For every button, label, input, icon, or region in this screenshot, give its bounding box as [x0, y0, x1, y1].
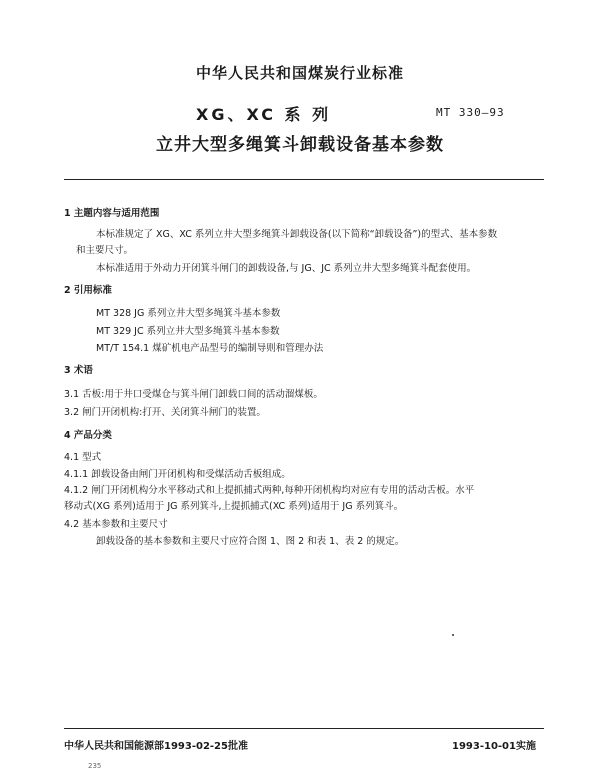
- reference-item: MT/T 154.1 煤矿机电产品型号的编制导则和管理办法: [96, 343, 324, 354]
- clause-4-1-1: 4.1.1 卸载设备由闸门开闭机构和受煤活动舌板组成。: [64, 469, 291, 480]
- approval-notice: 中华人民共和国能源部1993-02-25批准: [64, 741, 248, 752]
- reference-item: MT 328 JG 系列立井大型多绳箕斗基本参数: [96, 308, 281, 319]
- section-4-2-text: 卸载设备的基本参数和主要尺寸应符合图 1、图 2 和表 1、表 2 的规定。: [96, 536, 405, 547]
- section-4-1-heading: 4.1 型式: [64, 452, 102, 463]
- section-4-2-heading: 4.2 基本参数和主要尺寸: [64, 519, 168, 530]
- standard-organization: 中华人民共和国煤炭行业标准: [195, 64, 404, 82]
- term-3-1: 3.1 舌板:用于井口受煤仓与箕斗闸门卸载口间的活动溜煤板。: [64, 389, 323, 400]
- section-1-paragraph-1-line-2: 和主要尺寸。: [76, 245, 134, 256]
- clause-4-1-2-line-2: 移动式(XG 系列)适用于 JG 系列箕斗,上提抓捕式(XC 系列)适用于 JG 系列箕斗。: [64, 501, 404, 512]
- reference-item: MT 329 JC 系列立井大型多绳箕斗基本参数: [96, 326, 280, 337]
- series-label: XG、XC 系 列: [196, 105, 332, 124]
- document-title: 立井大型多绳箕斗卸载设备基本参数: [156, 135, 444, 155]
- section-1-paragraph-2: 本标准适用于外动力开闭箕斗闸门的卸载设备,与 JG、JC 系列立井大型多绳箕斗配套使用。: [96, 263, 477, 274]
- section-1-heading: 1 主题内容与适用范围: [64, 208, 160, 219]
- footer-divider: [64, 728, 544, 729]
- term-3-2: 3.2 闸门开闭机构:打开、关闭箕斗闸门的装置。: [64, 407, 266, 418]
- header-divider: [64, 179, 544, 180]
- effective-date: 1993-10-01实施: [452, 741, 536, 752]
- page-number: 235: [88, 762, 102, 770]
- scan-artifact: [452, 634, 454, 636]
- clause-4-1-2-line-1: 4.1.2 闸门开闭机构分水平移动式和上提抓捕式两种,每种开闭机构均对应有专用的活动舌板。水平: [64, 485, 475, 496]
- section-4-heading: 4 产品分类: [64, 430, 112, 441]
- section-1-paragraph-1-line-1: 本标准规定了 XG、XC 系列立井大型多绳箕斗卸载设备(以下简称“卸载设备”)的型式、基本参数: [96, 229, 498, 240]
- section-3-heading: 3 术语: [64, 365, 93, 376]
- section-2-heading: 2 引用标准: [64, 285, 112, 296]
- standard-code: MT 330—93: [436, 106, 505, 119]
